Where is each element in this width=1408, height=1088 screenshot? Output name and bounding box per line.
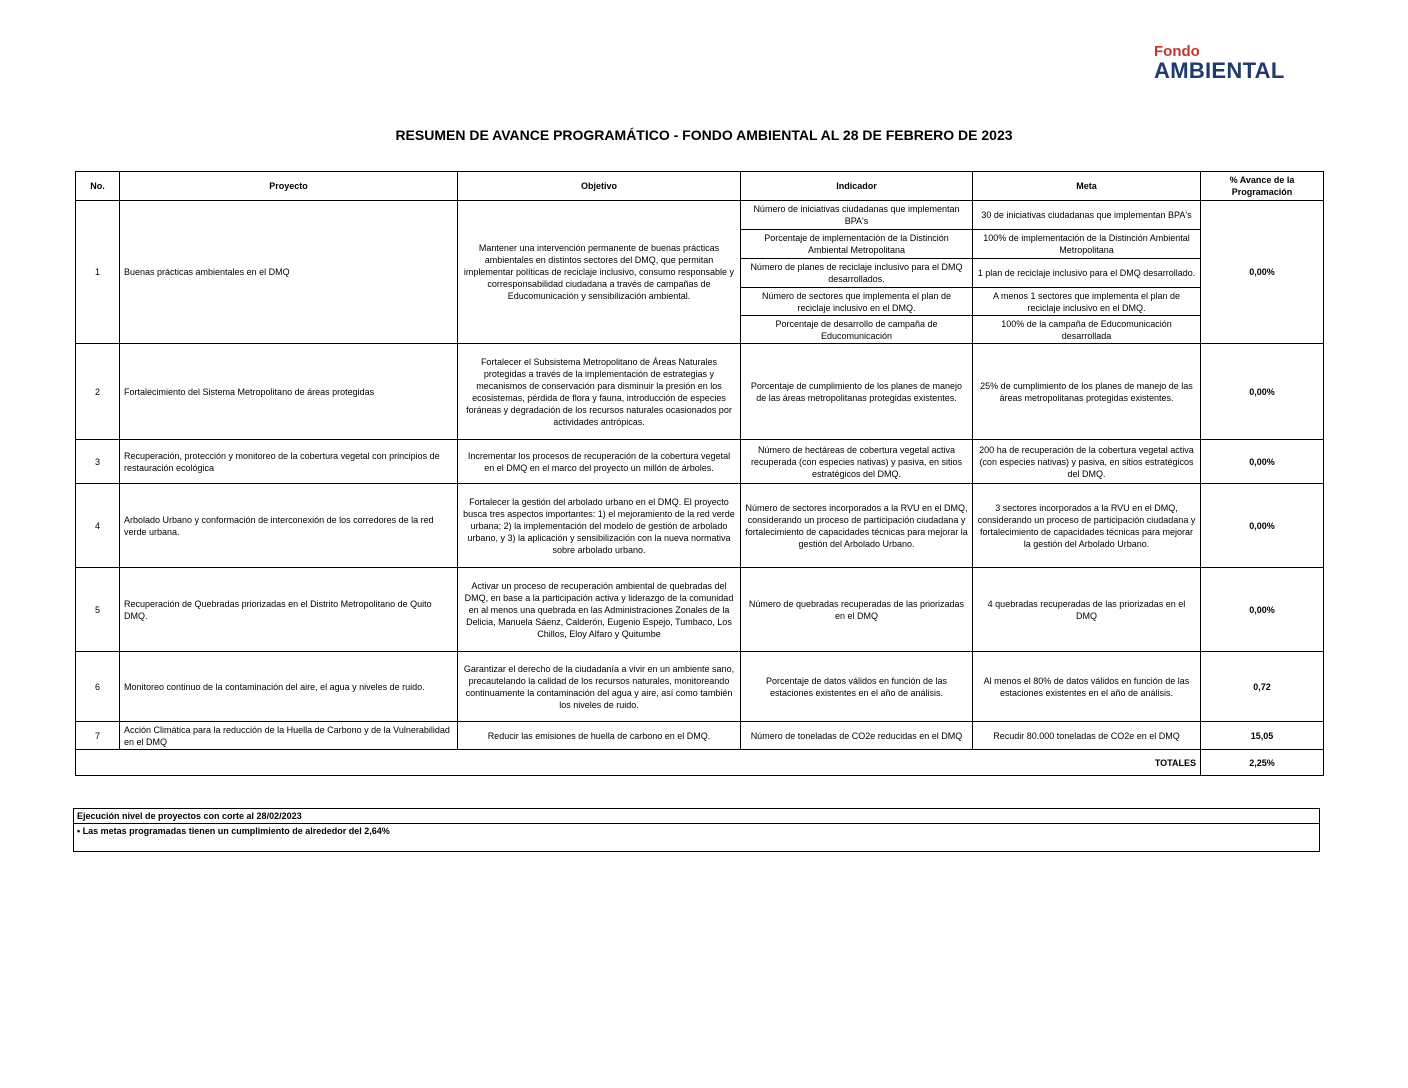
row-number: 3 — [76, 440, 120, 484]
row-meta: 200 ha de recuperación de la cobertura vegetal activa (con especies nativas) y pasiva, en sitios estratégicos del DMQ. — [973, 440, 1201, 484]
header-proyecto: Proyecto — [120, 172, 458, 201]
row-avance: 0,00% — [1201, 201, 1324, 344]
row-meta: 4 quebradas recuperadas de las priorizadas en el DMQ — [973, 568, 1201, 652]
row-indicador: Porcentaje de implementación de la Distinción Ambiental Metropolitana — [741, 230, 973, 259]
row-meta: 25% de cumplimiento de los planes de manejo de las áreas metropolitanas protegidas existentes. — [973, 344, 1201, 440]
row-objetivo: Activar un proceso de recuperación ambiental de quebradas del DMQ, en base a la participación activa y liderazgo de la comunidad en al menos una quebrada en las Administraciones Zonales de la Delicia, Manuela Sáenz, Calderón, Eugenio Espejo, Tumbaco, Los Chillos, Eloy Alfaro y Quitumbe — [458, 568, 741, 652]
row-objetivo: Fortalecer el Subsistema Metropolitano de Áreas Naturales protegidas a través de la implementación de estrategias y mecanismos de conservación para disminuir la presión en los ecosistemas, pérdida de flora y fauna, introducción de especies foráneas y degradación de los recursos naturales ocasionados por actividades antrópicas. — [458, 344, 741, 440]
row-avance: 0,72 — [1201, 652, 1324, 722]
page-title: RESUMEN DE AVANCE PROGRAMÁTICO - FONDO AMBIENTAL AL 28 DE FEBRERO DE 2023 — [395, 127, 1013, 143]
row-number: 5 — [76, 568, 120, 652]
header-no: No. — [76, 172, 120, 201]
row-avance: 0,00% — [1201, 344, 1324, 440]
row-meta: A menos 1 sectores que implementa el plan de reciclaje inclusivo en el DMQ. — [973, 288, 1201, 316]
row-number: 2 — [76, 344, 120, 440]
row-meta: Al menos el 80% de datos válidos en función de las estaciones existentes en el año de análisis. — [973, 652, 1201, 722]
row-indicador: Porcentaje de desarrollo de campaña de Educomunicación — [741, 316, 973, 344]
table-header-row — [76, 172, 1324, 201]
row-meta: 100% de la campaña de Educomunicación desarrollada — [973, 316, 1201, 344]
row-proyecto: Acción Climática para la reducción de la Huella de Carbono y de la Vulnerabilidad en el DMQ — [120, 722, 458, 750]
row-proyecto: Recuperación de Quebradas priorizadas en el Distrito Metropolitano de Quito DMQ. — [120, 568, 458, 652]
row-meta: 100% de implementación de la Distinción Ambiental Metropolitana — [973, 230, 1201, 259]
row-number: 7 — [76, 722, 120, 750]
row-objetivo: Incrementar los procesos de recuperación de la cobertura vegetal en el DMQ en el marco del proyecto un millón de árboles. — [458, 440, 741, 484]
table-row — [76, 652, 1324, 722]
row-indicador: Número de iniciativas ciudadanas que implementan BPA's — [741, 201, 973, 230]
row-avance: 0,00% — [1201, 568, 1324, 652]
row-indicador: Número de hectáreas de cobertura vegetal activa recuperada (con especies nativas) y pasiva, en sitios estratégicos del DMQ. — [741, 440, 973, 484]
row-indicador: Número de toneladas de CO2e reducidas en el DMQ — [741, 722, 973, 750]
row-meta: 30 de iniciativas ciudadanas que implementan BPA's — [973, 201, 1201, 230]
header-objetivo: Objetivo — [458, 172, 741, 201]
table-row — [76, 568, 1324, 652]
table-row — [76, 440, 1324, 484]
row-avance: 0,00% — [1201, 440, 1324, 484]
header-avance: % Avance de la Programación — [1201, 172, 1324, 201]
header-meta: Meta — [973, 172, 1201, 201]
row-indicador: Número de sectores que implementa el plan de reciclaje inclusivo en el DMQ. — [741, 288, 973, 316]
row-meta: Recudir 80.000 toneladas de CO2e en el DMQ — [973, 722, 1201, 750]
row-indicador: Número de planes de reciclaje inclusivo para el DMQ desarrollados. — [741, 259, 973, 288]
row-indicador: Porcentaje de datos válidos en función de las estaciones existentes en el año de análisis. — [741, 652, 973, 722]
row-objetivo: Fortalecer la gestión del arbolado urbano en el DMQ. El proyecto busca tres aspectos importantes: 1) el mejoramiento de la red verde urbana; 2) la implementación del modelo de gestión de arbolado urbano, y 3) la aplicación y sensibilización con la nueva normativa sobre arbolado urbano. — [458, 484, 741, 568]
row-meta: 3 sectores incorporados a la RVU en el DMQ, considerando un proceso de participación ciudadana y fortalecimiento de capacidades técnicas para mejorar la gestión del Arbolado Urbano. — [973, 484, 1201, 568]
notes-heading: Ejecución nivel de proyectos con corte al 28/02/2023 — [74, 809, 1319, 824]
totals-value: 2,25% — [1201, 750, 1324, 776]
row-proyecto: Buenas prácticas ambientales en el DMQ — [120, 201, 458, 344]
logo-text-bottom: AMBIENTAL — [1154, 58, 1285, 83]
notes-bullet: • Las metas programadas tienen un cumplimiento de alrededor del 2,64% — [77, 826, 390, 836]
header-indicador: Indicador — [741, 172, 973, 201]
notes-box — [73, 808, 1320, 852]
row-indicador: Porcentaje de cumplimiento de los planes de manejo de las áreas metropolitanas protegidas existentes. — [741, 344, 973, 440]
row-objetivo: Mantener una intervención permanente de buenas prácticas ambientales en distintos sectores del DMQ, que permitan implementar políticas de reciclaje inclusivo, consumo responsable y corresponsabilidad ciudadana a través de campañas de Educomunicación y sensibilización ambiental. — [458, 201, 741, 344]
row-proyecto: Arbolado Urbano y conformación de interconexión de los corredores de la red verde urbana. — [120, 484, 458, 568]
row-avance: 0,00% — [1201, 484, 1324, 568]
row-objetivo: Reducir las emisiones de huella de carbono en el DMQ. — [458, 722, 741, 750]
row-avance: 15,05 — [1201, 722, 1324, 750]
logo-text-top: Fondo — [1154, 43, 1200, 60]
row-objetivo: Garantizar el derecho de la ciudadanía a vivir en un ambiente sano, precautelando la calidad de los recursos naturales, monitoreando continuamente la contaminación del agua y aire, así como también los niveles de ruido. — [458, 652, 741, 722]
row-indicador: Número de sectores incorporados a la RVU en el DMQ, considerando un proceso de participación ciudadana y fortalecimiento de capacidades técnicas para mejorar la gestión del Arbolado Urbano. — [741, 484, 973, 568]
row-proyecto: Recuperación, protección y monitoreo de la cobertura vegetal con principios de restauración ecológica — [120, 440, 458, 484]
totals-row — [76, 750, 1324, 776]
row-proyecto: Monitoreo continuo de la contaminación del aire, el agua y niveles de ruido. — [120, 652, 458, 722]
row-proyecto: Fortalecimiento del Sistema Metropolitano de áreas protegidas — [120, 344, 458, 440]
table-row — [76, 201, 1324, 230]
fondo-ambiental-logo — [1154, 44, 1294, 82]
table-row — [76, 722, 1324, 750]
table-row — [76, 344, 1324, 440]
row-number: 1 — [76, 201, 120, 344]
row-indicador: Número de quebradas recuperadas de las priorizadas en el DMQ — [741, 568, 973, 652]
totals-label: TOTALES — [76, 750, 1201, 776]
row-number: 4 — [76, 484, 120, 568]
row-meta: 1 plan de reciclaje inclusivo para el DMQ desarrollado. — [973, 259, 1201, 288]
row-number: 6 — [76, 652, 120, 722]
progress-table — [75, 171, 1324, 776]
table-row — [76, 484, 1324, 568]
